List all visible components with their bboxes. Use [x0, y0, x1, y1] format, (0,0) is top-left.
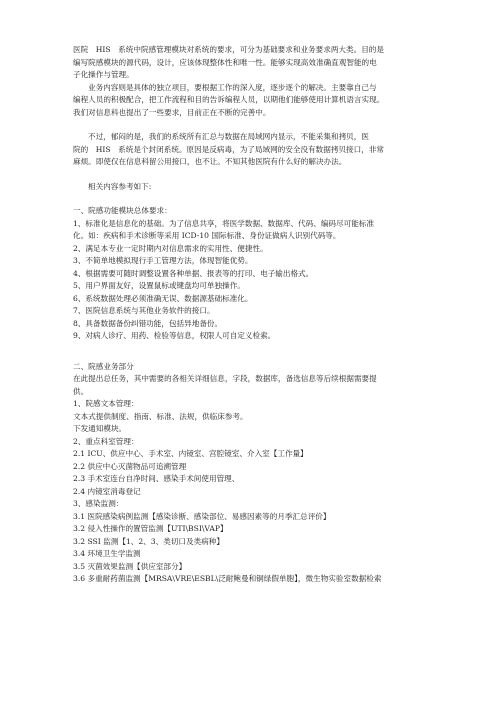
- list-item: 1、标准化是信息化的基础。为了信息共享，将医学数据、数据库、代码、编码尽可能标准: [73, 218, 374, 228]
- section-title: 二、院感业务部分: [73, 361, 134, 371]
- list-item: 6、系统数据处理必须准确无误、数据源基础标准化。: [73, 293, 253, 303]
- section-general-requirements: [73, 205, 425, 343]
- list-item: 3.4 环境卫生学监测: [73, 549, 141, 558]
- list-item: 2.1 ICU、供应中心、手术室、内镜室、宫腔镜室、介入室【工作量】: [73, 449, 308, 458]
- text-line: 我们对信息科也提出了一些要求，目前正在不断的完善中。: [73, 107, 271, 117]
- text-line: 供。: [73, 386, 89, 396]
- list-item: 2、重点科室管理：: [73, 436, 139, 446]
- document-page: [73, 44, 425, 586]
- list-item: 3.6 多重耐药菌监测【MRSA\VRE\ESBL\泛耐鲍曼和铜绿假单胞】，微生物实验室数据检索: [73, 574, 382, 583]
- list-item: 3.5 灭菌效果监测【供应室部分】: [73, 561, 187, 571]
- list-item: 2、满足本专业一定时期内对信息需求的实用性、便捷性。: [73, 243, 268, 253]
- list-item: 4、根据需要可随时调整设置各种单据、报表等的打印、电子输出格式。: [73, 268, 314, 278]
- list-item: 3.2 侵入性操作的置管监测【UTI\BSI\VAP】: [73, 524, 228, 533]
- list-item: 2.4 内镜室消毒登记: [73, 486, 141, 496]
- list-item: 7、医院信息系统与其他业务软件的接口。: [73, 306, 215, 315]
- list-item: 8、具备数据备份纠错功能，包括异地备份。: [73, 318, 223, 328]
- list-item: 3、感染监测：: [73, 499, 124, 508]
- text-line: 在此提出总任务，其中需要的各相关详细信息，字段，数据库，备选信息等后续根据需要提: [73, 374, 377, 383]
- list-item: 9、对病人诊疗、用药、检验等信息，权限人可自定义检索。: [73, 331, 276, 340]
- list-item: 5、用户界面友好，设置鼠标或键盘均可单独操作。: [73, 281, 245, 290]
- text-line: 子化操作与管理。: [73, 70, 134, 79]
- list-item: 3、不简单地模拟现行手工管理方法，体现智能优势。: [73, 256, 253, 265]
- list-item: 文本式提供制度、指南、标准、法规，供临床参考。: [73, 411, 248, 421]
- list-item: 下发通知模块。: [73, 424, 127, 433]
- text-line: 编程人员的积极配合，把工作流程和目的告诉编程人员，以期他们能够使用计算机语言实现。: [73, 95, 385, 104]
- list-item: 化。如：疾病和手术诊断等采用 ICD-10 国际标准、身份证做病人识别代码等。: [73, 231, 341, 240]
- section-business: [73, 361, 425, 586]
- text-line: 麻烦。即使仅在信息科留公用接口，也不让。不知其他医院有什么好的解决办法。: [73, 157, 347, 166]
- paragraph-problem: [73, 131, 425, 169]
- paragraph-business: [73, 82, 425, 120]
- list-item: 2.3 手术室连台自净时间、感染手术间使用管理、: [73, 474, 240, 483]
- text-line: 不过，郁闷的是，我们的系统所有汇总与数据在局域网内显示，不能采集和拷贝，医: [88, 132, 369, 141]
- list-item: 3.1 医院感染病例监测【感染诊断、感染部位、易感因素等的月季汇总评价】: [73, 511, 331, 521]
- section-title: 一、院感功能模块总体要求：: [73, 206, 172, 215]
- text-line: 编写院感模块的源代码，设计，应该体现整体性和唯一性。能够实现高效准确直观智能的电: [73, 57, 377, 67]
- paragraph-intro: [73, 44, 425, 82]
- list-item: 3.2 SSI 监测【1、2、3、类切口及类病种】: [73, 536, 224, 546]
- text-line: 医院 HIS 系统中院感管理模块对系统的要求，可分为基础要求和业务要求两大类。目的是: [73, 45, 384, 54]
- reference-line: 相关内容参考如下:: [88, 181, 152, 191]
- list-item: 2.2 供应中心灭菌物品可追溯管理: [73, 461, 187, 471]
- list-item: 1、院感文本管理：: [73, 399, 139, 408]
- text-line: 院的 HIS 系统是个封闭系统。原因是反病毒，为了局域网的安全没有数据拷贝接口，非常: [73, 144, 384, 154]
- text-line: 业务内容则是具体的独立项目，要根据工作的深入度，逐步逐个的解决。主要靠自己与: [88, 82, 377, 92]
